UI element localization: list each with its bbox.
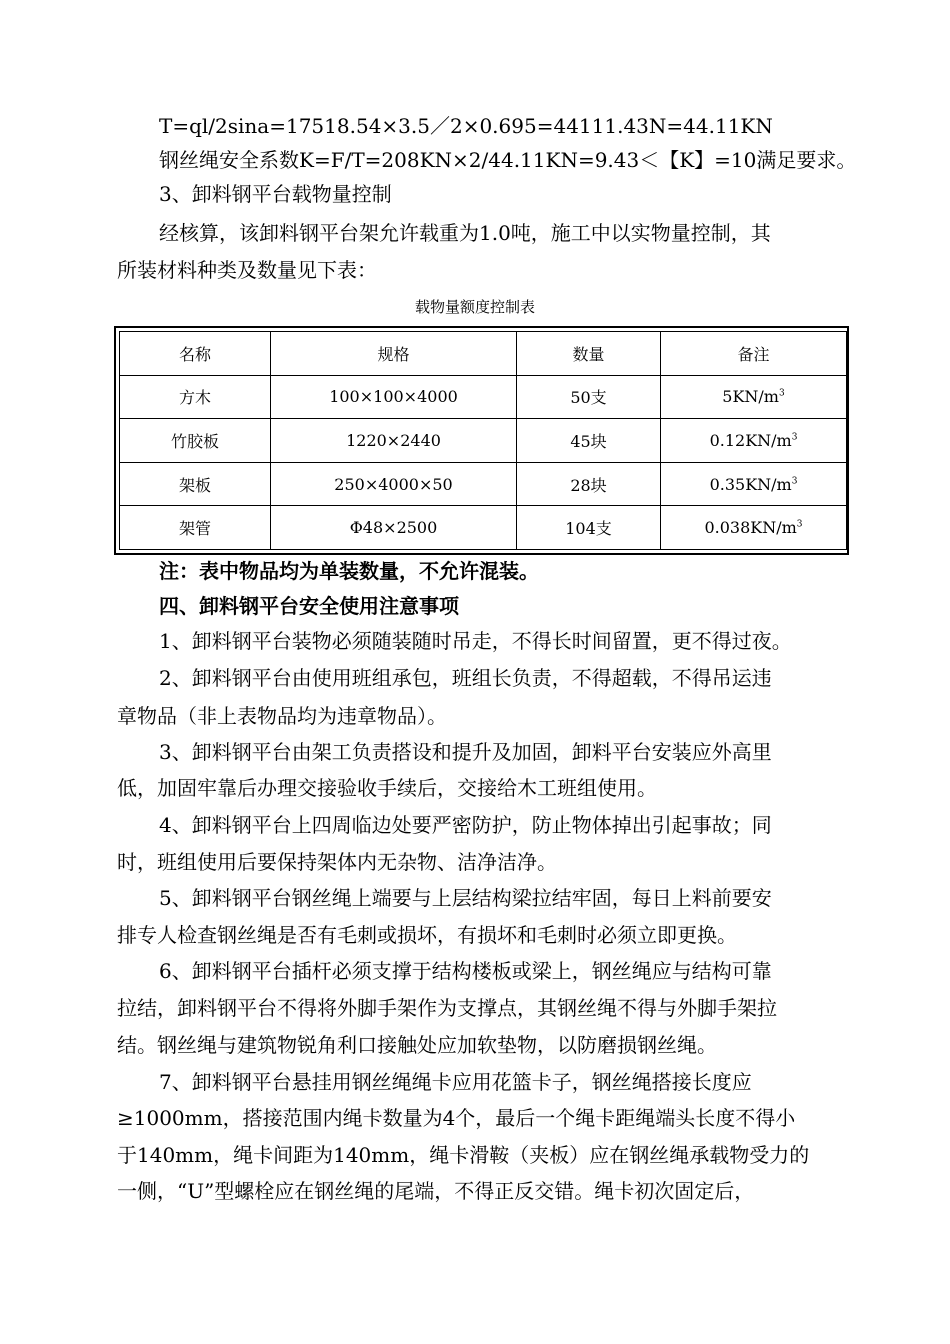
paragraph-line: 所装材料种类及数量见下表： [117,258,377,282]
cell-qty: 104支 [517,506,661,550]
list-item: 6、卸料钢平台插杆必须支撑于结构楼板或梁上，钢丝绳应与结构可靠 [159,959,772,983]
table-row [120,462,847,506]
table-row [120,375,847,419]
table-caption: 载物量额度控制表 [414,298,535,316]
cell-name: 架管 [120,506,271,550]
table-header-row [120,332,847,376]
list-item: 3、卸料钢平台由架工负责搭设和提升及加固，卸料平台安装应外高里 [159,740,772,764]
list-item-cont: ≥1000mm，搭接范围内绳卡数量为4个，最后一个绳卡距绳端头长度不得小 [117,1106,796,1130]
cell-qty: 45块 [517,419,661,463]
cell-note: $0.12KN/m^3$ [661,419,847,463]
list-item-cont: 结。钢丝绳与建筑物锐角利口接触处应加软垫物，以防磨损钢丝绳。 [117,1033,717,1057]
cell-spec: 100×100×4000 [271,375,517,419]
cell-note: $0.038KN/m^3$ [661,506,847,550]
list-item-cont: 排专人检查钢丝绳是否有毛刺或损坏，有损坏和毛刺时必须立即更换。 [117,923,737,947]
header-note: 备注 [661,332,847,376]
cell-name: 竹胶板 [120,419,271,463]
safety-factor-line: 钢丝绳安全系数K=F/T=208KN×2/44.11KN=9.43＜【K】=10满足要求。 [159,148,857,172]
list-item-cont: 拉结，卸料钢平台不得将外脚手架作为支撑点，其钢丝绳不得与外脚手架拉 [117,996,777,1020]
load-control-table [114,326,849,555]
cell-spec: 250×4000×50 [271,462,517,506]
cell-spec: 1220×2440 [271,419,517,463]
subsection-heading: 3、卸料钢平台载物量控制 [159,182,392,206]
list-item: 4、卸料钢平台上四周临边处要严密防护，防止物体掉出引起事故；同 [159,813,772,837]
header-name: 名称 [120,332,271,376]
list-item: 7、卸料钢平台悬挂用钢丝绳绳卡应用花篮卡子，钢丝绳搭接长度应 [159,1070,752,1094]
formula-tension: T=ql/2sina=17518.54×3.5／2×0.695=44111.43N=44.11KN [159,114,773,138]
header-qty: 数量 [517,332,661,376]
cell-qty: 28块 [517,462,661,506]
cell-spec: Φ48×2500 [271,506,517,550]
list-item: 1、卸料钢平台装物必须随装随时吊走，不得长时间留置，更不得过夜。 [159,629,792,653]
list-item-cont: 低，加固牢靠后办理交接验收手续后，交接给木工班组使用。 [117,776,657,800]
table-note: 注：表中物品均为单装数量，不允许混装。 [159,559,539,583]
table-row [120,506,847,550]
list-item-cont: 章物品（非上表物品均为违章物品）。 [117,704,447,728]
list-item-cont: 一侧，“U”型螺栓应在钢丝绳的尾端，不得正反交错。绳卡初次固定后， [117,1179,755,1203]
cell-note: $5KN/m^3$ [661,375,847,419]
section-title: 四、卸料钢平台安全使用注意事项 [159,594,459,618]
table-row [120,419,847,463]
cell-qty: 50支 [517,375,661,419]
cell-note: $0.35KN/m^3$ [661,462,847,506]
list-item: 2、卸料钢平台由使用班组承包，班组长负责，不得超载，不得吊运违 [159,666,772,690]
header-spec: 规格 [271,332,517,376]
paragraph-line: 经核算，该卸料钢平台架允许载重为1.0吨，施工中以实物量控制，其 [159,221,771,245]
list-item: 5、卸料钢平台钢丝绳上端要与上层结构梁拉结牢固，每日上料前要安 [159,886,772,910]
cell-name: 架板 [120,462,271,506]
list-item-cont: 时，班组使用后要保持架体内无杂物、洁净洁净。 [117,850,557,874]
cell-name: 方木 [120,375,271,419]
list-item-cont: 于140mm，绳卡间距为140mm，绳卡滑鞍（夹板）应在钢丝绳承载物受力的 [117,1143,810,1167]
